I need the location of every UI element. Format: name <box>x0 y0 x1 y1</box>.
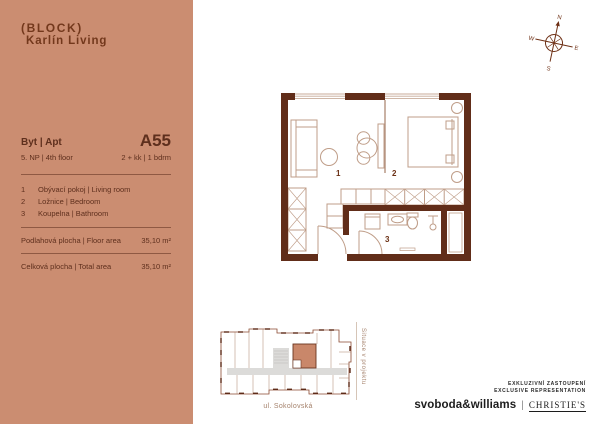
disposition-info: 2 + kk | 1 bdrm <box>121 153 171 162</box>
corridor <box>227 348 347 375</box>
agency-logo-svoboda-williams: svoboda&williams <box>414 399 517 411</box>
footer <box>414 381 586 412</box>
compass-east-label: E <box>573 45 579 53</box>
site-plan <box>213 320 363 402</box>
unit-details <box>21 133 171 271</box>
unit-info-panel <box>0 0 193 424</box>
legend-number: 1 <box>21 185 26 194</box>
room-label-bedroom: 2 <box>392 169 397 178</box>
apartment-code: A55 <box>139 131 171 150</box>
floor-info: 5. NP | 4th floor <box>21 153 73 162</box>
brand-logo <box>21 22 107 47</box>
floor-area-label: Podlahová plocha | Floor area <box>21 236 121 245</box>
total-area-row <box>21 262 171 271</box>
legend-item-bathroom <box>21 208 171 220</box>
representation-line-en: EXCLUSIVE REPRESENTATION <box>494 388 586 394</box>
divider <box>21 174 171 175</box>
compass-west-label: W <box>527 35 535 43</box>
wardrobe <box>385 189 464 205</box>
floor-plan <box>281 93 471 261</box>
entry-door <box>318 226 346 254</box>
compass-south-label: S <box>545 66 551 73</box>
compass-north-label: N <box>556 14 563 22</box>
room-label-bathroom: 3 <box>385 235 390 244</box>
apartment-label: Byt | Apt <box>21 137 62 148</box>
utility-shaft <box>449 213 462 252</box>
site-plan-caption <box>356 322 366 400</box>
brand-separator: | <box>521 400 524 411</box>
highlighted-unit <box>293 344 316 368</box>
legend-item-bedroom <box>21 196 171 208</box>
sofa <box>291 120 317 177</box>
room-label-living: 1 <box>336 169 341 178</box>
legend-label: Koupelna | Bathroom <box>38 209 109 218</box>
total-area-label: Celková plocha | Total area <box>21 262 112 271</box>
legend-number: 2 <box>21 197 26 206</box>
floor-area-row <box>21 236 171 245</box>
bath-mat <box>400 248 415 251</box>
nightstand <box>452 172 463 183</box>
coffee-table <box>321 149 338 166</box>
shower <box>428 216 438 230</box>
legend-item-living-room <box>21 184 171 196</box>
floor-area-value: 35,10 m² <box>141 236 171 245</box>
hall-closet <box>288 188 306 251</box>
legend-label: Ložnice | Bedroom <box>38 197 101 206</box>
compass-rose-icon <box>521 10 587 76</box>
room-legend <box>21 184 171 220</box>
divider <box>21 227 171 228</box>
street-label-sokolovska: ul. Sokolovská <box>263 403 313 410</box>
partner-logo-christies: CHRISTIE'S <box>528 400 586 410</box>
brand-logo-project: Karlín Living <box>26 35 108 47</box>
total-area-value: 35,10 m² <box>141 262 171 271</box>
legend-number: 3 <box>21 209 26 218</box>
furniture-layer <box>288 100 464 254</box>
sink <box>388 214 407 225</box>
site-plan-caption-text: Situace v projektu <box>360 328 366 385</box>
toilet <box>407 213 418 229</box>
console-shelf <box>378 124 384 168</box>
dining-table <box>357 138 377 158</box>
bathroom-door <box>359 231 382 254</box>
nightstand <box>452 103 463 114</box>
representation-line-cz: EXKLUZIVNÍ ZASTOUPENÍ <box>508 381 586 387</box>
divider <box>21 253 171 254</box>
brand-logo-block: (BLOCK) <box>21 21 83 35</box>
legend-label: Obývací pokoj | Living room <box>38 185 131 194</box>
washer <box>365 214 380 229</box>
bed <box>408 117 458 167</box>
